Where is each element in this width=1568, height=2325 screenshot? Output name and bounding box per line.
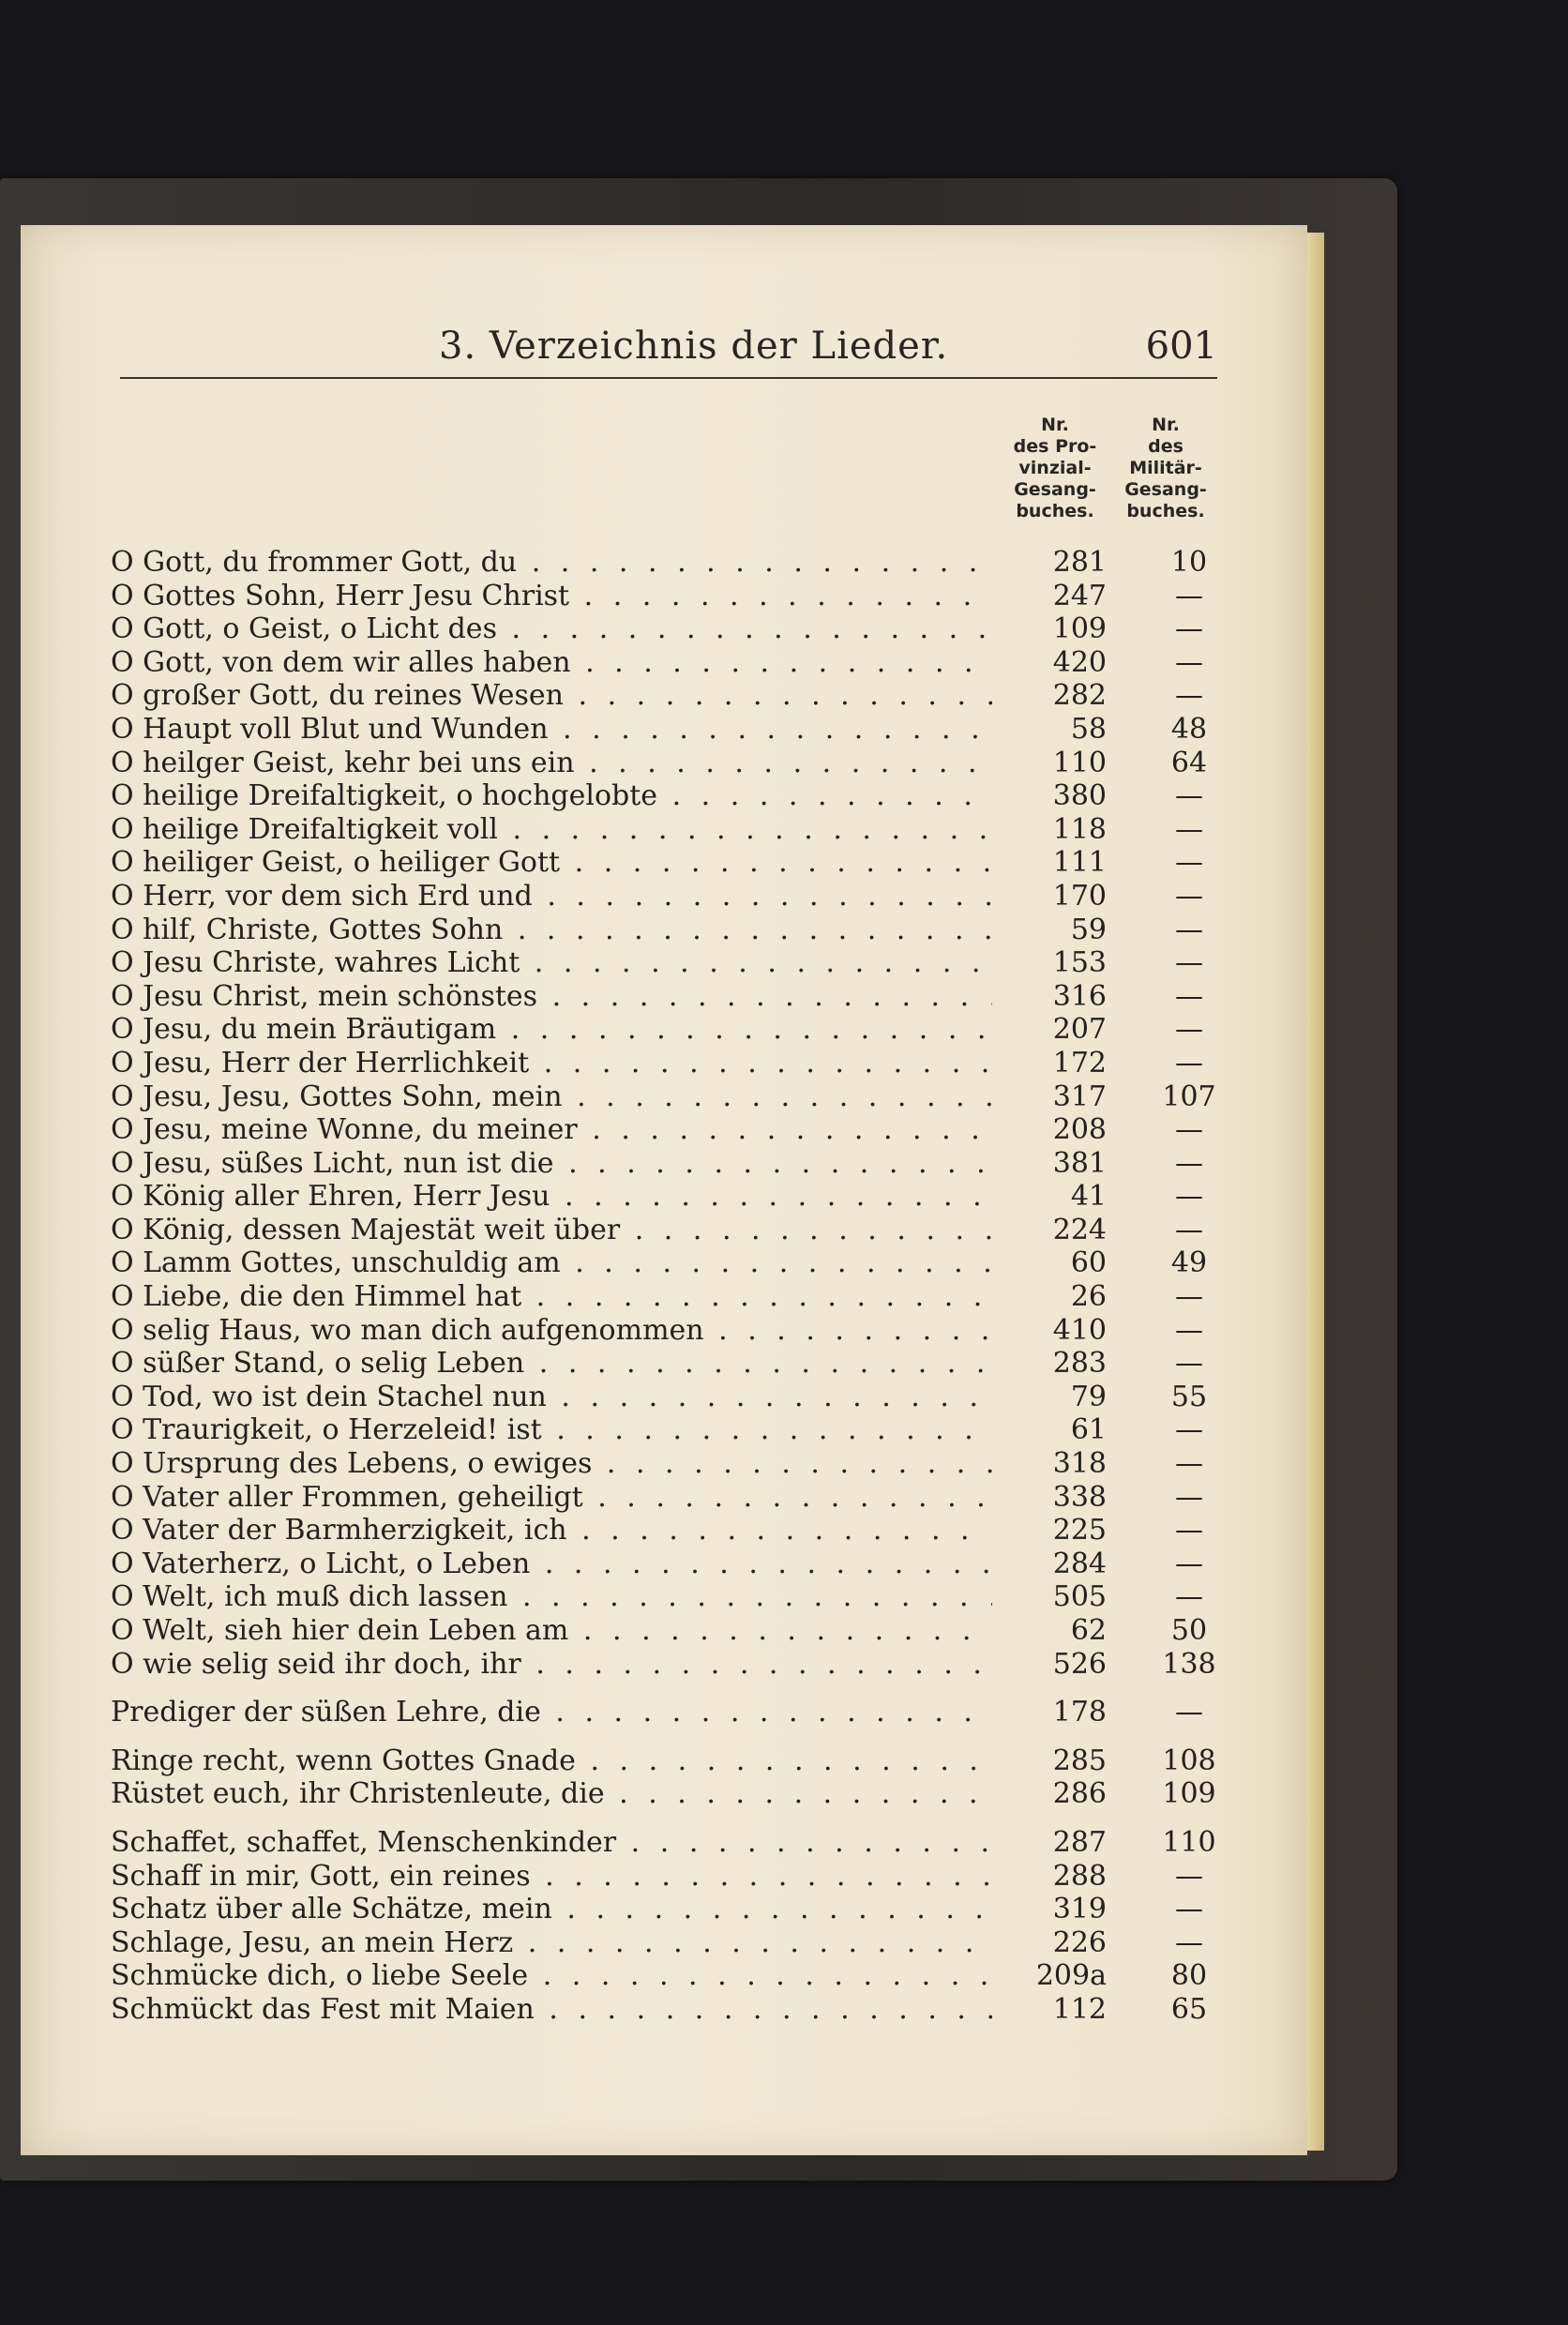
hymn-title: O Jesu, Herr der Herrlichkeit . . . bbox=[111, 1047, 992, 1080]
militaer-number: — bbox=[1175, 1447, 1203, 1481]
provinzial-number: 420 bbox=[1052, 645, 1107, 679]
column-header-provinzial: Nr. des Pro- vinzial- Gesang- buches. bbox=[1013, 415, 1097, 521]
militaer-number: 10 bbox=[1170, 546, 1208, 579]
list-item bbox=[111, 713, 1236, 747]
provinzial-number: 207 bbox=[1052, 1013, 1107, 1047]
hymn-title: O süßer Stand, o selig Leben . . . bbox=[111, 1347, 992, 1381]
militaer-number: — bbox=[1175, 879, 1203, 913]
provinzial-number: 208 bbox=[1052, 1113, 1107, 1147]
militaer-number: — bbox=[1175, 679, 1203, 713]
list-item bbox=[111, 1547, 1236, 1581]
provinzial-number: 41 bbox=[1070, 1180, 1107, 1214]
list-item bbox=[111, 1696, 1236, 1729]
hymn-title: Schatz über alle Schätze, mein . . . bbox=[111, 1893, 992, 1926]
hymn-title: Schlage, Jesu, an mein Herz . . . bbox=[111, 1926, 992, 1960]
list-item bbox=[111, 1514, 1236, 1547]
militaer-number: — bbox=[1175, 1180, 1203, 1214]
hymn-title: Prediger der süßen Lehre, die . . . bbox=[111, 1696, 992, 1729]
hymn-title: O Vater der Barmherzigkeit, ich . . . bbox=[111, 1514, 992, 1547]
provinzial-number: 178 bbox=[1052, 1696, 1107, 1729]
militaer-number: 107 bbox=[1162, 1079, 1216, 1113]
page-title: 3. Verzeichnis der Lieder. bbox=[439, 325, 949, 368]
list-item bbox=[111, 1214, 1236, 1247]
provinzial-number: 281 bbox=[1052, 546, 1107, 579]
column-header-militaer: Nr. des Militär- Gesang- buches. bbox=[1124, 415, 1207, 521]
hymn-title: O hilf, Christe, Gottes Sohn . . . bbox=[111, 913, 992, 947]
hymn-title: O selig Haus, wo man dich aufgenommen . . . bbox=[111, 1314, 992, 1348]
hymn-title: O König aller Ehren, Herr Jesu . . . bbox=[111, 1180, 992, 1214]
hymn-title: O Liebe, die den Himmel hat . . . bbox=[111, 1280, 992, 1314]
provinzial-number: 110 bbox=[1052, 746, 1107, 779]
militaer-number: — bbox=[1175, 612, 1203, 646]
militaer-number: — bbox=[1175, 1013, 1203, 1047]
militaer-number: — bbox=[1175, 1046, 1203, 1079]
list-item bbox=[111, 1580, 1236, 1614]
hymn-title: O heilige Dreifaltigkeit voll . . . bbox=[111, 813, 992, 847]
militaer-number: 55 bbox=[1170, 1380, 1208, 1413]
militaer-number: — bbox=[1175, 1213, 1203, 1246]
hymn-title: O Haupt voll Blut und Wunden . . . bbox=[111, 713, 992, 747]
list-item bbox=[111, 1614, 1236, 1648]
hymn-title: Schaffet, schaffet, Menschenkinder . . . bbox=[111, 1826, 992, 1860]
list-item bbox=[111, 1744, 1236, 1778]
list-item bbox=[111, 1280, 1236, 1314]
provinzial-number: 287 bbox=[1052, 1825, 1107, 1859]
list-item bbox=[111, 880, 1236, 913]
hymn-title: Schmückt das Fest mit Maien . . . bbox=[111, 1993, 992, 2027]
list-item bbox=[111, 1860, 1236, 1894]
provinzial-number: 380 bbox=[1052, 779, 1107, 813]
hymn-title: O Herr, vor dem sich Erd und . . . bbox=[111, 880, 992, 913]
list-item bbox=[111, 1180, 1236, 1214]
provinzial-number: 226 bbox=[1052, 1925, 1107, 1959]
hymn-title: O Welt, ich muß dich lassen . . . bbox=[111, 1580, 992, 1614]
militaer-number: 49 bbox=[1170, 1246, 1208, 1280]
list-item bbox=[111, 1314, 1236, 1348]
hymn-index-list bbox=[111, 546, 1236, 2027]
provinzial-number: 284 bbox=[1052, 1547, 1107, 1580]
list-item bbox=[111, 913, 1236, 947]
hymn-title: O Traurigkeit, o Herzeleid! ist . . . bbox=[111, 1413, 992, 1447]
provinzial-number: 79 bbox=[1070, 1380, 1107, 1413]
list-item bbox=[111, 1147, 1236, 1181]
militaer-number: — bbox=[1175, 1413, 1203, 1447]
list-item bbox=[111, 1413, 1236, 1447]
militaer-number: — bbox=[1175, 979, 1203, 1013]
hymn-title: O Gott, o Geist, o Licht des . . . bbox=[111, 612, 992, 646]
militaer-number: — bbox=[1175, 812, 1203, 846]
militaer-number: 65 bbox=[1170, 1992, 1208, 2026]
provinzial-number: 283 bbox=[1052, 1347, 1107, 1381]
list-item bbox=[111, 1648, 1236, 1682]
militaer-number: — bbox=[1175, 1925, 1203, 1959]
hymn-title: O Jesu Christe, wahres Licht . . . bbox=[111, 946, 992, 980]
list-item bbox=[111, 779, 1236, 813]
provinzial-number: 209a bbox=[1035, 1959, 1107, 1993]
provinzial-number: 60 bbox=[1070, 1246, 1107, 1280]
hymn-title: O Tod, wo ist dein Stachel nun . . . bbox=[111, 1381, 992, 1414]
list-item bbox=[111, 813, 1236, 847]
militaer-number: — bbox=[1175, 1280, 1203, 1314]
list-item bbox=[111, 1013, 1236, 1047]
militaer-number: — bbox=[1175, 1547, 1203, 1580]
provinzial-number: 381 bbox=[1052, 1146, 1107, 1180]
militaer-number: — bbox=[1175, 1893, 1203, 1926]
list-item bbox=[111, 980, 1236, 1014]
hymn-title: O heilger Geist, kehr bei uns ein . . . bbox=[111, 747, 992, 780]
provinzial-number: 224 bbox=[1052, 1213, 1107, 1246]
provinzial-number: 61 bbox=[1070, 1413, 1107, 1447]
militaer-number: 80 bbox=[1170, 1959, 1208, 1993]
hymn-title: O großer Gott, du reines Wesen . . . bbox=[111, 679, 992, 713]
militaer-number: 110 bbox=[1162, 1825, 1216, 1859]
provinzial-number: 112 bbox=[1052, 1992, 1107, 2026]
provinzial-number: 58 bbox=[1070, 712, 1107, 746]
militaer-number: — bbox=[1175, 1514, 1203, 1547]
hymn-title: O Jesu, du mein Bräutigam . . . bbox=[111, 1013, 992, 1047]
militaer-number: — bbox=[1175, 1480, 1203, 1514]
provinzial-number: 318 bbox=[1052, 1447, 1107, 1481]
list-item bbox=[111, 546, 1236, 580]
list-item bbox=[111, 1246, 1236, 1280]
militaer-number: — bbox=[1175, 946, 1203, 980]
provinzial-number: 59 bbox=[1070, 913, 1107, 946]
provinzial-number: 319 bbox=[1052, 1893, 1107, 1926]
hymn-title: O heilige Dreifaltigkeit, o hochgelobte . . . bbox=[111, 779, 992, 813]
list-item bbox=[111, 1993, 1236, 2027]
hymn-title: O wie selig seid ihr doch, ihr . . . bbox=[111, 1648, 992, 1682]
provinzial-number: 286 bbox=[1052, 1777, 1107, 1811]
provinzial-number: 153 bbox=[1052, 946, 1107, 980]
list-item bbox=[111, 946, 1236, 980]
hymn-title: O heiliger Geist, o heiliger Gott . . . bbox=[111, 846, 992, 880]
provinzial-number: 410 bbox=[1052, 1313, 1107, 1347]
militaer-number: — bbox=[1175, 1313, 1203, 1347]
list-item bbox=[111, 1381, 1236, 1414]
hymn-title: Rüstet euch, ihr Christenleute, die . . . bbox=[111, 1777, 992, 1811]
militaer-number: — bbox=[1175, 579, 1203, 612]
running-header bbox=[120, 321, 1217, 379]
provinzial-number: 505 bbox=[1052, 1580, 1107, 1614]
hymn-title: O Vaterherz, o Licht, o Leben . . . bbox=[111, 1547, 992, 1581]
hymn-title: Schmücke dich, o liebe Seele . . . bbox=[111, 1959, 992, 1993]
hymn-title: O Jesu, süßes Licht, nun ist die . . . bbox=[111, 1147, 992, 1181]
militaer-number: 48 bbox=[1170, 712, 1208, 746]
provinzial-number: 247 bbox=[1052, 579, 1107, 612]
militaer-number: — bbox=[1175, 1113, 1203, 1147]
provinzial-number: 26 bbox=[1070, 1280, 1107, 1314]
militaer-number: — bbox=[1175, 913, 1203, 946]
list-item bbox=[111, 1047, 1236, 1080]
provinzial-number: 526 bbox=[1052, 1647, 1107, 1681]
provinzial-number: 282 bbox=[1052, 679, 1107, 713]
hymn-title: O Gott, von dem wir alles haben . . . bbox=[111, 646, 992, 680]
militaer-number: — bbox=[1175, 1580, 1203, 1614]
list-item bbox=[111, 612, 1236, 646]
hymn-title: O Gottes Sohn, Herr Jesu Christ . . . bbox=[111, 580, 992, 613]
provinzial-number: 109 bbox=[1052, 612, 1107, 646]
hymn-title: O König, dessen Majestät weit über . . . bbox=[111, 1214, 992, 1247]
provinzial-number: 285 bbox=[1052, 1744, 1107, 1777]
hymn-title: O Jesu, Jesu, Gottes Sohn, mein . . . bbox=[111, 1080, 992, 1114]
provinzial-number: 225 bbox=[1052, 1514, 1107, 1547]
list-item bbox=[111, 646, 1236, 680]
militaer-number: 50 bbox=[1170, 1614, 1208, 1647]
hymn-title: O Lamm Gottes, unschuldig am . . . bbox=[111, 1246, 992, 1280]
hymn-title: Ringe recht, wenn Gottes Gnade . . . bbox=[111, 1744, 992, 1778]
list-item bbox=[111, 1347, 1236, 1381]
provinzial-number: 111 bbox=[1052, 846, 1107, 880]
militaer-number: — bbox=[1175, 1146, 1203, 1180]
militaer-number: 138 bbox=[1162, 1647, 1216, 1681]
hymn-title: O Ursprung des Lebens, o ewiges . . . bbox=[111, 1447, 992, 1481]
list-item bbox=[111, 1113, 1236, 1147]
militaer-number: — bbox=[1175, 1859, 1203, 1893]
militaer-number: 109 bbox=[1162, 1777, 1216, 1811]
list-item bbox=[111, 580, 1236, 613]
hymn-title: O Jesu, meine Wonne, du meiner . . . bbox=[111, 1113, 992, 1147]
provinzial-number: 62 bbox=[1070, 1614, 1107, 1647]
militaer-number: — bbox=[1175, 779, 1203, 813]
list-item bbox=[111, 747, 1236, 780]
hymn-title: O Gott, du frommer Gott, du . . . bbox=[111, 546, 992, 580]
list-item bbox=[111, 679, 1236, 713]
page-edges bbox=[1307, 233, 1324, 2151]
list-item bbox=[111, 1777, 1236, 1811]
hymn-title: O Vater aller Frommen, geheiligt . . . bbox=[111, 1481, 992, 1515]
hymn-title: O Welt, sieh hier dein Leben am . . . bbox=[111, 1614, 992, 1648]
provinzial-number: 317 bbox=[1052, 1079, 1107, 1113]
militaer-number: — bbox=[1175, 846, 1203, 880]
provinzial-number: 338 bbox=[1052, 1480, 1107, 1514]
hymn-title: Schaff in mir, Gott, ein reines . . . bbox=[111, 1860, 992, 1894]
list-item bbox=[111, 1481, 1236, 1515]
militaer-number: — bbox=[1175, 645, 1203, 679]
provinzial-number: 172 bbox=[1052, 1046, 1107, 1079]
list-item bbox=[111, 846, 1236, 880]
list-item bbox=[111, 1926, 1236, 1960]
list-item bbox=[111, 1447, 1236, 1481]
hymn-title: O Jesu Christ, mein schönstes . . . bbox=[111, 980, 992, 1014]
list-item bbox=[111, 1826, 1236, 1860]
list-item bbox=[111, 1893, 1236, 1926]
militaer-number: 108 bbox=[1162, 1744, 1216, 1777]
provinzial-number: 118 bbox=[1052, 812, 1107, 846]
provinzial-number: 316 bbox=[1052, 979, 1107, 1013]
provinzial-number: 170 bbox=[1052, 879, 1107, 913]
page-number: 601 bbox=[1145, 325, 1217, 368]
list-item bbox=[111, 1959, 1236, 1993]
militaer-number: — bbox=[1175, 1347, 1203, 1381]
militaer-number: — bbox=[1175, 1696, 1203, 1729]
list-item bbox=[111, 1080, 1236, 1114]
militaer-number: 64 bbox=[1170, 746, 1208, 779]
provinzial-number: 288 bbox=[1052, 1859, 1107, 1893]
